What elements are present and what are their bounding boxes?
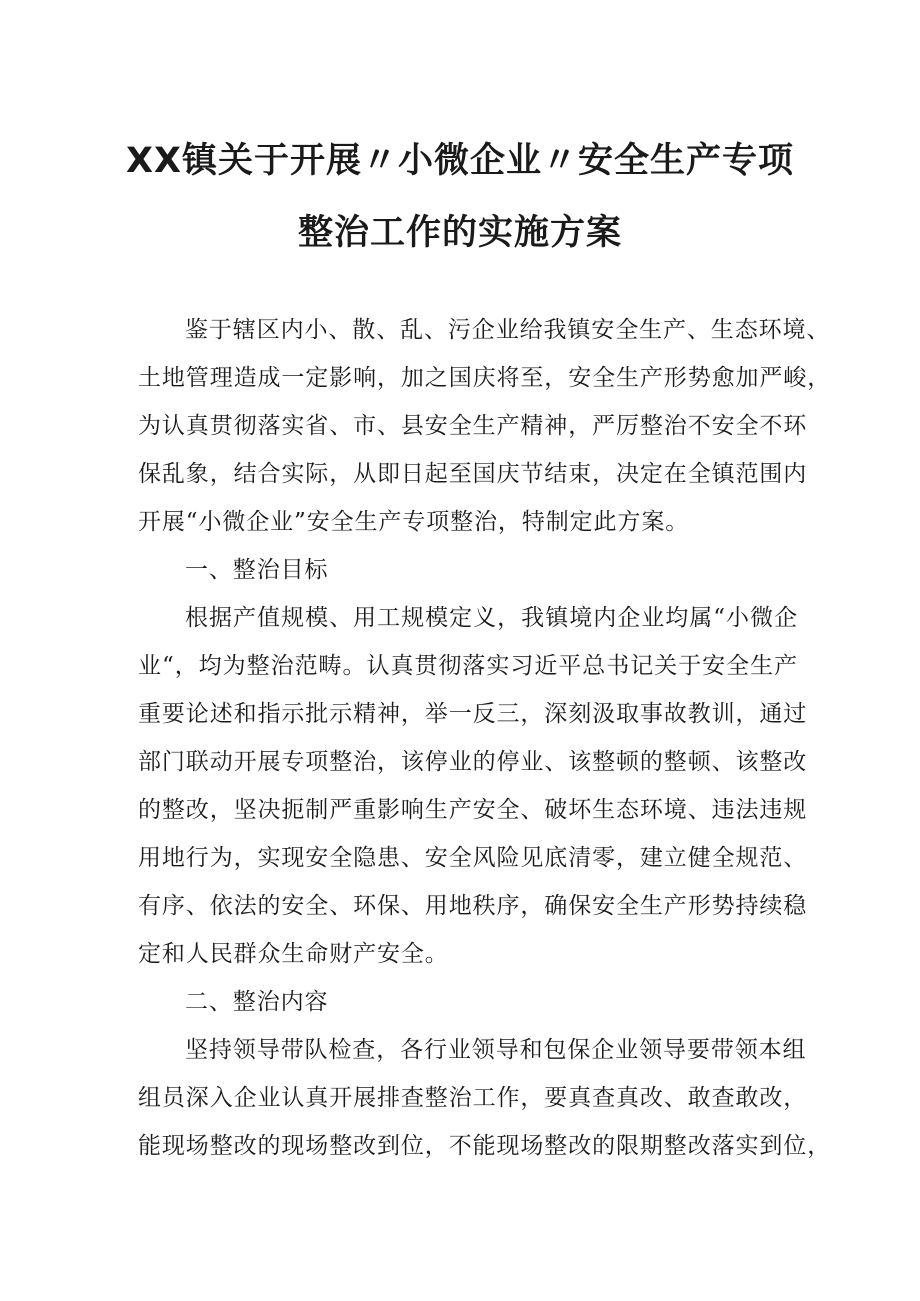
body-line: 重要论述和指示批示精神，举一反三，深刻汲取事故教训，通过 <box>138 701 808 727</box>
body-line: 根据产值规模、用工规模定义，我镇境内企业均属“小微企 <box>185 605 798 631</box>
body-line: 业“，均为整治范畴。认真贯彻落实习近平总书记关于安全生产 <box>138 653 798 679</box>
body-line: 鉴于辖区内小、散、乱、污企业给我镇安全生产、生态环境、 <box>185 317 831 343</box>
body-line: 开展“小微企业”安全生产专项整治，特制定此方案。 <box>138 509 690 535</box>
body-line: 组员深入企业认真开展排查整治工作，要真查真改、敢查敢改， <box>138 1085 808 1111</box>
document-title-line-1: XX镇关于开展〃小微企业〃安全生产专项 <box>126 141 794 181</box>
body-line: 能现场整改的现场整改到位，不能现场整改的限期整改落实到位， <box>138 1133 832 1159</box>
body-line: 保乱象，结合实际，从即日起至国庆节结束，决定在全镇范围内 <box>138 461 808 487</box>
body-line: 坚持领导带队检查，各行业领导和包保企业领导要带领本组 <box>185 1037 807 1063</box>
document-title-line-2: 整治工作的实施方案 <box>297 213 622 253</box>
body-line: 部门联动开展专项整治，该停业的停业、该整顿的整顿、该整改 <box>138 749 808 775</box>
body-line: 用地行为，实现安全隐患、安全风险见底清零，建立健全规范、 <box>138 845 808 871</box>
body-line: 定和人民群众生命财产安全。 <box>138 941 449 967</box>
body-line: 为认真贯彻落实省、市、县安全生产精神，严厉整治不安全不环 <box>138 413 808 439</box>
section-heading: 二、整治内容 <box>185 989 329 1015</box>
body-line: 的整改，坚决扼制严重影响生产安全、破坏生态环境、违法违规 <box>138 797 808 823</box>
body-line: 土地管理造成一定影响，加之国庆将至，安全生产形势愈加严峻， <box>138 365 832 391</box>
section-heading: 一、整治目标 <box>185 557 329 583</box>
body-line: 有序、依法的安全、环保、用地秩序，确保安全生产形势持续稳 <box>138 893 808 919</box>
